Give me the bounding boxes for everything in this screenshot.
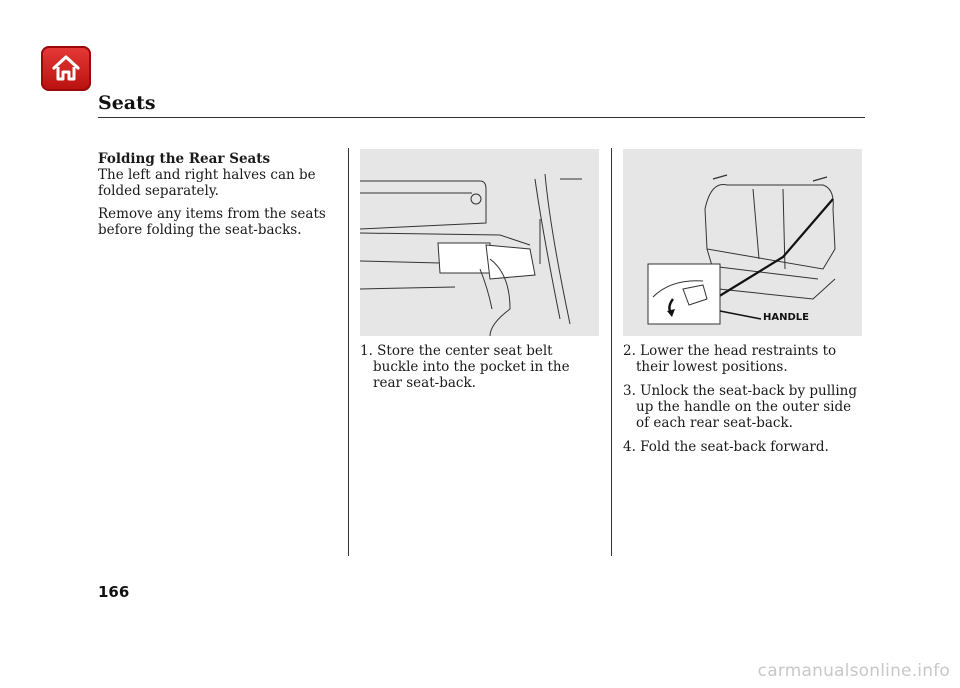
- section-title[interactable]: Seats: [98, 92, 156, 114]
- seat-handle-illustration: [623, 149, 862, 336]
- intro-heading: Folding the Rear Seats: [98, 151, 271, 167]
- step-item: 2. Lower the head restraints to their lowest positions.: [623, 343, 837, 375]
- column-divider: [611, 148, 612, 556]
- step-item: 1. Store the center seat belt buckle into the pocket in the rear seat-back.: [360, 343, 570, 391]
- intro-column: [98, 151, 338, 245]
- handle-label: HANDLE: [763, 312, 809, 323]
- page-number: 166: [98, 583, 130, 601]
- intro-paragraph: The left and right halves can be folded separately.: [98, 167, 316, 199]
- buckle-illustration: [360, 149, 599, 336]
- home-button[interactable]: [41, 46, 91, 91]
- intro-paragraph: Remove any items from the seats before folding the seat-backs.: [98, 206, 326, 238]
- title-divider: [98, 117, 865, 118]
- buckle-drawing: [360, 149, 599, 336]
- seat-drawing: [623, 149, 862, 336]
- watermark: carmanualsonline.info: [757, 661, 950, 681]
- steps-column-2: [360, 343, 598, 399]
- step-item: 4. Fold the seat-back forward.: [623, 439, 829, 455]
- step-item: 3. Unlock the seat-back by pulling up the handle on the outer side of each rear seat-back.: [623, 383, 857, 431]
- column-divider: [348, 148, 349, 556]
- home-icon: [50, 52, 82, 84]
- steps-column-3: [623, 343, 863, 463]
